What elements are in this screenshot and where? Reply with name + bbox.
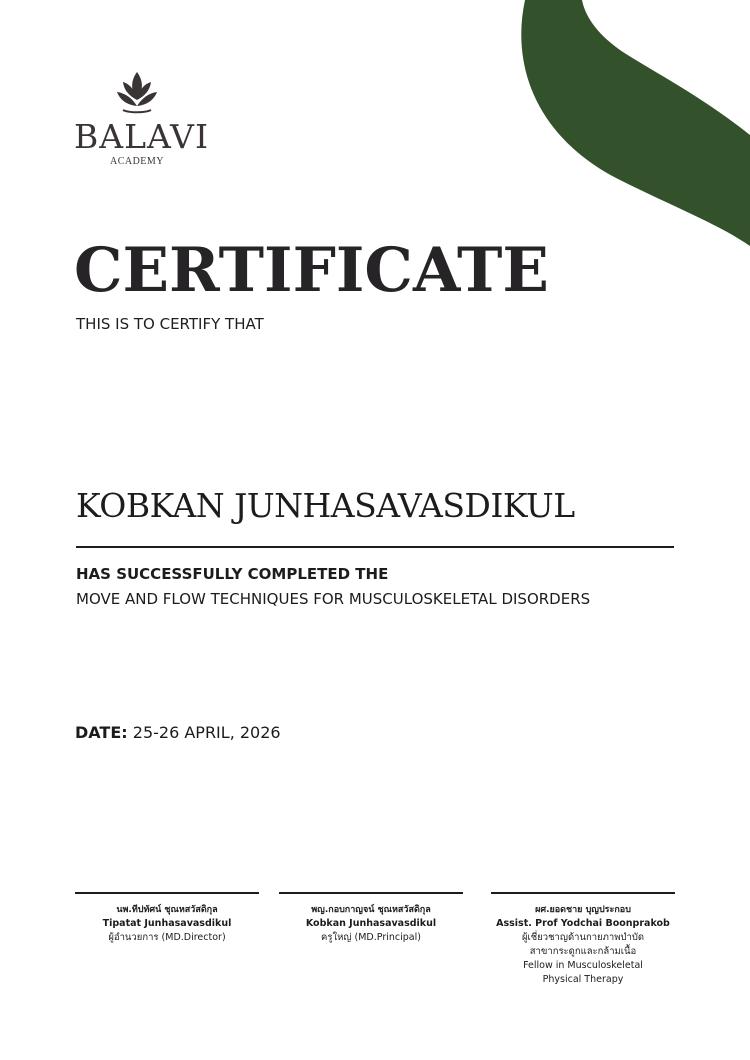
completed-text: HAS SUCCESSFULLY COMPLETED THE	[76, 565, 389, 583]
date-label: DATE:	[75, 723, 128, 742]
recipient-name: KOBKAN JUNHASAVASDIKUL	[76, 486, 575, 525]
signatory-name-thai: ผศ.ยอดชาย บุญประกอบ	[535, 905, 631, 915]
signatory-name-english: Assist. Prof Yodchai Boonprakob	[496, 918, 670, 929]
academy-subtitle: ACADEMY	[109, 156, 165, 167]
signature-block-principal	[279, 892, 463, 945]
signatory-role: Physical Therapy	[542, 974, 624, 985]
signatory-name-english: Kobkan Junhasavasdikul	[305, 918, 437, 929]
signatory-name-english: Tipatat Junhasavasdikul	[102, 918, 232, 929]
course-name: MOVE AND FLOW TECHNIQUES FOR MUSCULOSKELETAL DISORDERS	[76, 590, 591, 608]
recipient-underline	[76, 546, 674, 548]
certify-text: THIS IS TO CERTIFY THAT	[76, 315, 264, 333]
date-line	[75, 723, 281, 742]
signatory-name-thai: พญ.กอบกาญจน์ ชุณหสวัสดิกุล	[311, 905, 431, 915]
academy-logo	[74, 70, 210, 167]
signatory-role: ครูใหญ่ (MD.Principal)	[321, 932, 421, 943]
signatory-role: สาขากระดูกและกล้ามเนื้อ	[529, 946, 637, 957]
signatory-name-thai: นพ.ทีปทัศน์ ชุณหสวัสดิกุล	[116, 905, 218, 915]
signature-line	[279, 892, 463, 894]
academy-name: BALAVI	[74, 117, 210, 156]
signature-block-director	[75, 892, 259, 945]
signatory-role: ผู้อำนวยการ (MD.Director)	[108, 932, 226, 943]
signature-line	[75, 892, 259, 894]
signature-block-physiotherapist	[491, 892, 675, 987]
signatory-role: Fellow in Musculoskeletal	[523, 960, 643, 971]
date-value: 25-26 APRIL, 2026	[132, 723, 281, 742]
signatory-role: ผู้เชี่ยวชาญด้านกายภาพบำบัด	[521, 932, 645, 943]
corner-swoosh-decoration	[510, 0, 750, 250]
signature-line	[491, 892, 675, 894]
lotus-icon	[115, 70, 159, 116]
certificate-title: CERTIFICATE	[74, 235, 549, 306]
